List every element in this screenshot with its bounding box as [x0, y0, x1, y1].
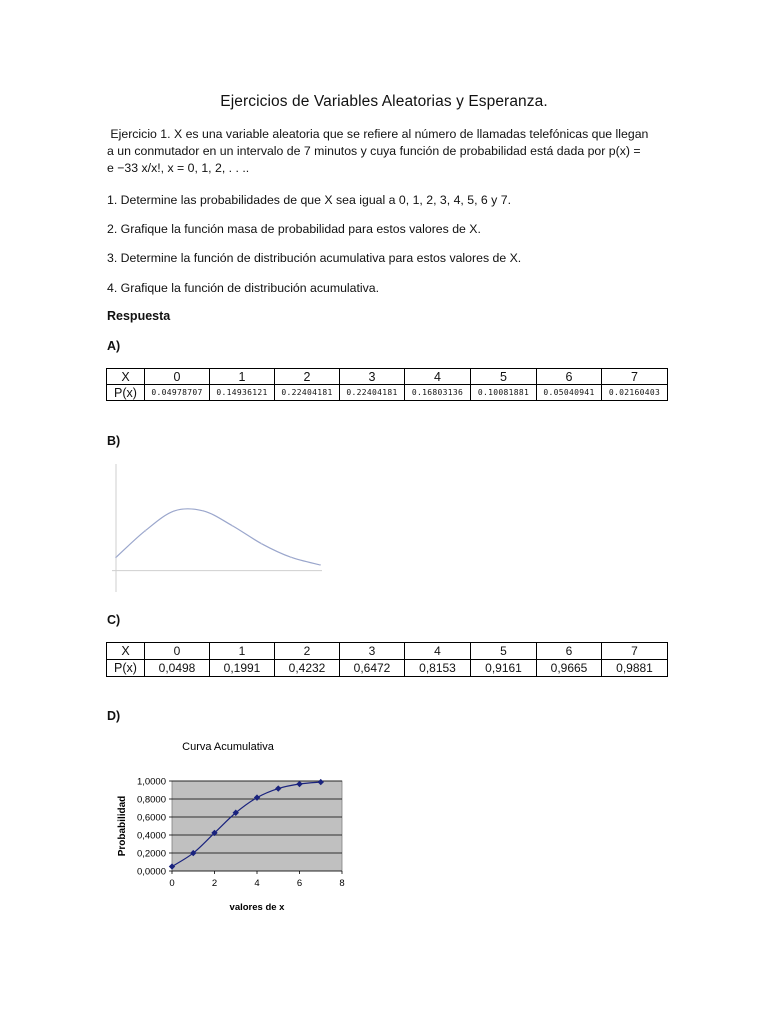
table-a-p-cell: 0.22404181	[340, 385, 405, 401]
cdf-chart-title: Curva Acumulativa	[182, 741, 274, 753]
exercise-line-3: e −33 x/x!, x = 0, 1, 2, . . ..	[107, 161, 250, 175]
table-c-x-row	[107, 643, 668, 660]
pmf-point	[203, 510, 205, 512]
question-2: 2. Grafique la función masa de probabilidad para estos valores de X.	[107, 222, 481, 236]
table-a-p-cell: 0.04978707	[145, 385, 210, 401]
cdf-x-tick-label: 0	[169, 878, 175, 889]
table-a-p-cell: 0.02160403	[602, 385, 668, 401]
table-c-p-cell: 0,9161	[471, 660, 537, 677]
table-a-x-cell: 7	[602, 369, 668, 385]
table-c-p-cell: 0,9881	[602, 660, 668, 677]
exercise-statement	[107, 126, 667, 177]
label-b: B)	[107, 434, 121, 448]
table-c-x-cell: 3	[340, 643, 405, 660]
cdf-x-axis-label: valores de x	[229, 902, 285, 913]
pmf-point	[290, 556, 292, 558]
table-c-x-cell: 2	[275, 643, 340, 660]
pmf-point	[173, 510, 175, 512]
table-a-x-label: X	[107, 369, 145, 385]
cdf-y-tick-label: 0,6000	[136, 812, 166, 824]
table-a-p-cell: 0.22404181	[275, 385, 340, 401]
table-c-p-cell: 0,8153	[405, 660, 471, 677]
cdf-y-tick-label: 0,4000	[136, 830, 166, 842]
pmf-series-line	[116, 509, 320, 565]
table-a-x-cell: 2	[275, 369, 340, 385]
table-a-p-row	[107, 385, 668, 401]
table-a-x-cell: 0	[145, 369, 210, 385]
pmf-point	[319, 564, 321, 566]
table-c-p-label: P(x)	[107, 660, 145, 677]
pmf-chart	[104, 460, 332, 600]
table-c-p-cell: 0,1991	[210, 660, 275, 677]
document-title: Ejercicios de Variables Aleatorias y Esperanza.	[220, 93, 548, 110]
cdf-x-tick-label: 6	[296, 878, 303, 889]
table-c-x-cell: 6	[537, 643, 602, 660]
table-a-x-cell: 1	[210, 369, 275, 385]
cdf-y-axis-label: Probabilidad	[117, 795, 128, 857]
table-a-p-cell: 0.14936121	[210, 385, 275, 401]
respuesta-heading: Respuesta	[107, 309, 171, 323]
label-a: A)	[107, 339, 121, 353]
pmf-point	[144, 530, 146, 532]
table-a-x-cell: 4	[405, 369, 471, 385]
table-a-x-cell: 3	[340, 369, 405, 385]
table-c	[106, 642, 668, 677]
table-c-p-row	[107, 660, 668, 677]
table-c-x-cell: 4	[405, 643, 471, 660]
pmf-point	[115, 556, 117, 558]
pmf-point	[232, 525, 234, 527]
table-a-x-cell: 6	[537, 369, 602, 385]
cdf-y-tick-label: 0,0000	[136, 866, 166, 878]
table-c-p-cell: 0,0498	[145, 660, 210, 677]
table-c-x-cell: 1	[210, 643, 275, 660]
cdf-x-tick-label: 8	[339, 878, 345, 889]
table-c-p-cell: 0,4232	[275, 660, 340, 677]
exercise-line-2: a un conmutador en un intervalo de 7 minutos y cuya función de probabilidad está dada por p(x) =	[107, 144, 641, 158]
question-3: 3. Determine la función de distribución acumulativa para estos valores de X.	[107, 251, 522, 265]
exercise-line-1: Ejercicio 1. X es una variable aleatoria que se refiere al número de llamadas telefónicas que llegan	[107, 127, 649, 141]
cdf-y-tick-label: 1,0000	[136, 776, 166, 788]
table-c-x-label: X	[107, 643, 145, 660]
cdf-x-tick-label: 2	[211, 878, 218, 889]
cdf-y-tick-label: 0,2000	[136, 848, 166, 860]
cdf-chart	[104, 734, 364, 919]
table-a-x-row	[107, 369, 668, 385]
table-c-x-cell: 0	[145, 643, 210, 660]
label-d: D)	[107, 709, 121, 723]
question-4: 4. Grafique la función de distribución acumulativa.	[107, 281, 380, 295]
table-a	[106, 368, 668, 401]
table-a-p-cell: 0.05040941	[537, 385, 602, 401]
table-c-x-cell: 7	[602, 643, 668, 660]
cdf-x-tick-label: 4	[254, 878, 260, 889]
table-a-x-cell: 5	[471, 369, 537, 385]
question-1: 1. Determine las probabilidades de que X sea igual a 0, 1, 2, 3, 4, 5, 6 y 7.	[107, 193, 512, 207]
table-a-p-cell: 0.16803136	[405, 385, 471, 401]
table-c-x-cell: 5	[471, 643, 537, 660]
table-a-p-label: P(x)	[107, 385, 145, 401]
label-c: C)	[107, 613, 121, 627]
table-a-p-cell: 0.10081881	[471, 385, 537, 401]
table-c-p-cell: 0,6472	[340, 660, 405, 677]
cdf-y-tick-label: 0,8000	[136, 794, 166, 806]
pmf-point	[261, 543, 263, 545]
table-c-p-cell: 0,9665	[537, 660, 602, 677]
